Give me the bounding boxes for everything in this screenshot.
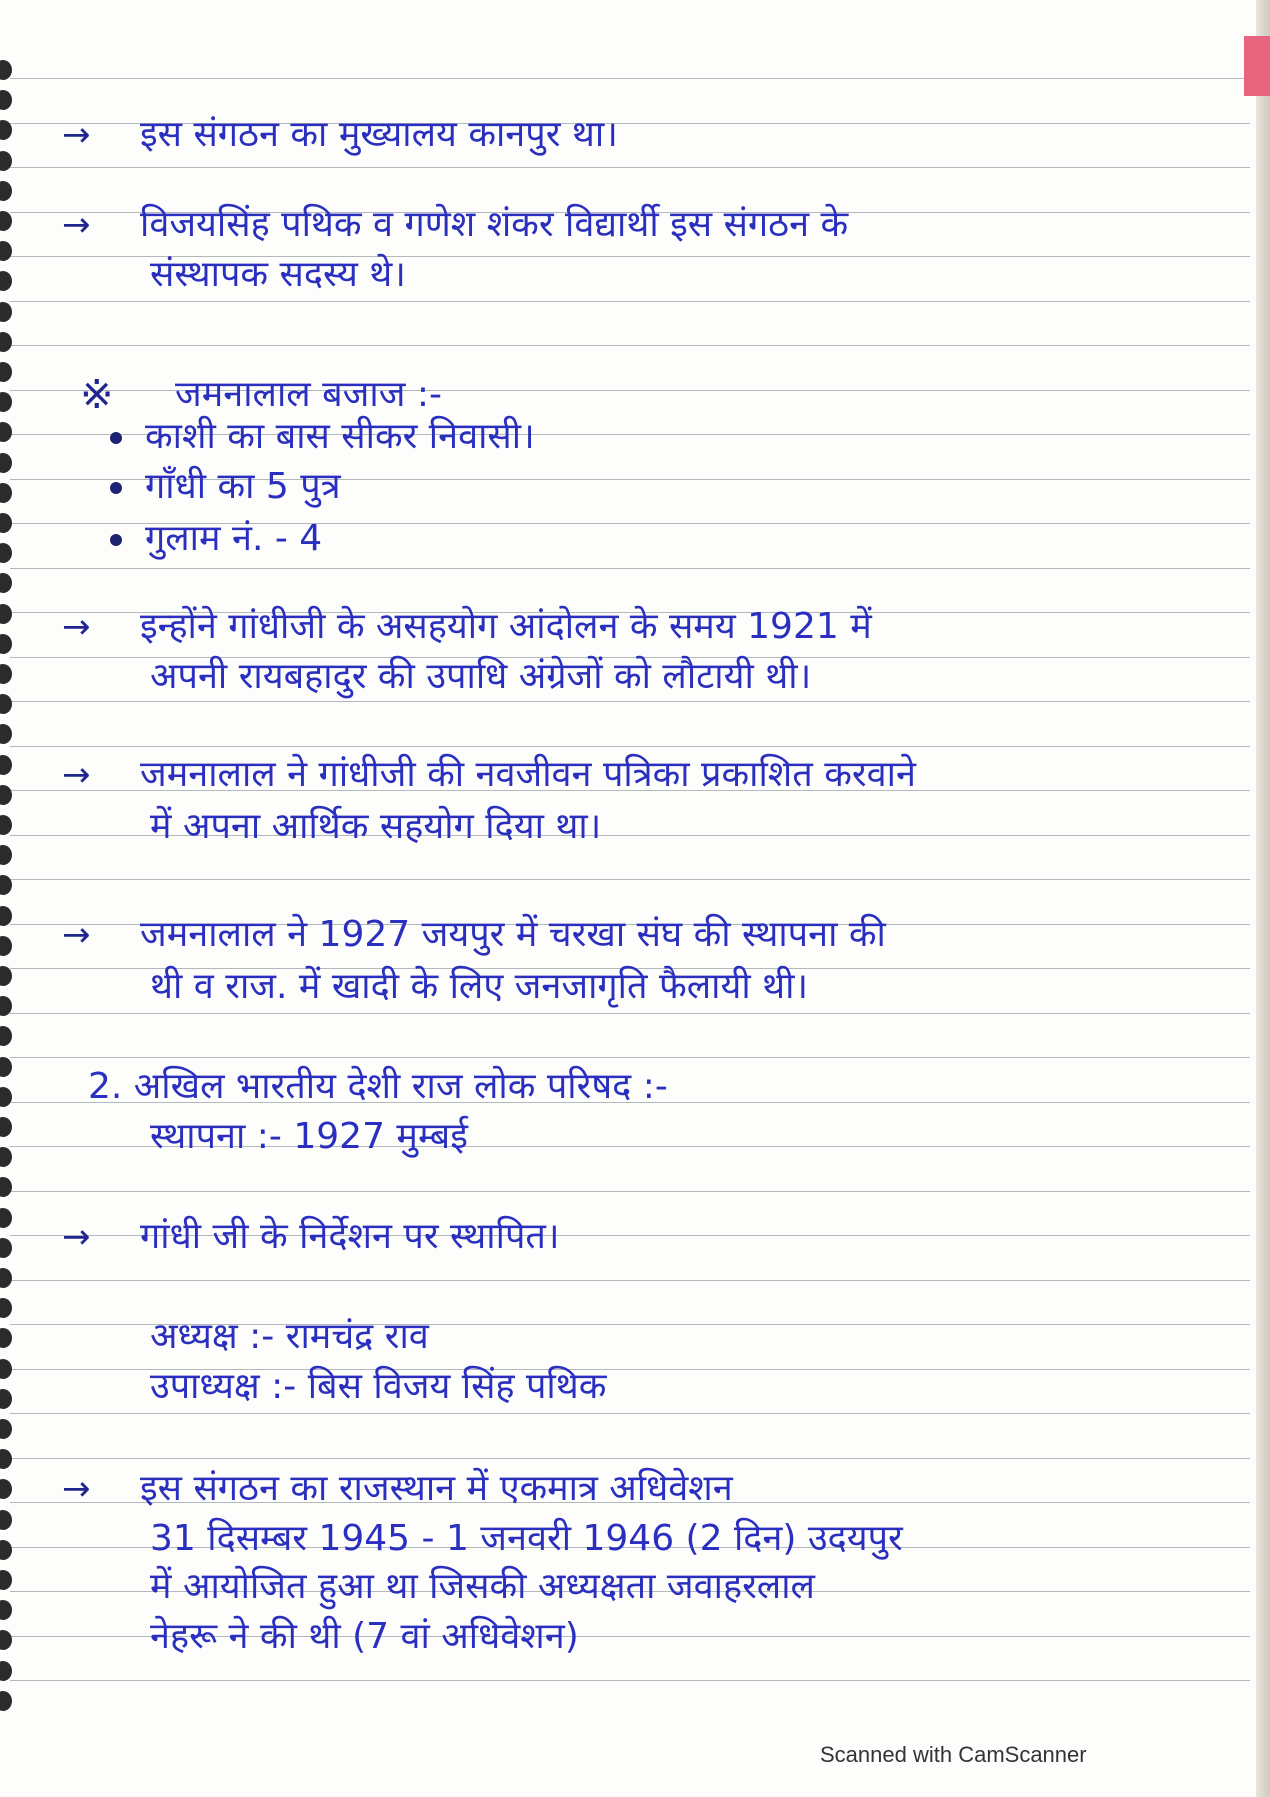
arrow-icon: → xyxy=(62,915,91,955)
ruled-line xyxy=(10,1680,1250,1681)
note-text: काशी का बास सीकर निवासी। xyxy=(145,416,535,457)
binding-hole xyxy=(0,724,12,744)
ruled-line xyxy=(10,568,1250,569)
ruled-line xyxy=(10,1458,1250,1459)
note-text: विजयसिंह पथिक व गणेश शंकर विद्यार्थी इस संगठन के xyxy=(140,204,849,245)
star-icon: ※ xyxy=(80,372,114,418)
note-line xyxy=(0,1512,1270,1566)
ruled-line xyxy=(10,78,1250,79)
note-line xyxy=(0,248,1270,302)
note-text: गाँधी का 5 पुत्र xyxy=(145,466,341,507)
arrow-icon: → xyxy=(62,205,91,245)
arrow-icon: → xyxy=(62,115,91,155)
arrow-icon: → xyxy=(62,1469,91,1509)
bullet-icon xyxy=(110,482,122,494)
note-line xyxy=(0,1560,1270,1614)
page-tab-marker xyxy=(1244,36,1270,96)
note-text: उपाध्यक्ष :- बिस विजय सिंह पथिक xyxy=(150,1366,607,1407)
ruled-line xyxy=(10,1191,1250,1192)
binding-hole xyxy=(0,332,12,352)
note-text: में आयोजित हुआ था जिसकी अध्यक्षता जवाहरलाल xyxy=(150,1566,815,1607)
ruled-line xyxy=(10,746,1250,747)
note-line xyxy=(0,512,1270,566)
note-text: नेहरू ने की थी (7 वां अधिवेशन) xyxy=(150,1616,579,1657)
note-text: गुलाम नं. - 4 xyxy=(145,518,323,559)
binding-hole xyxy=(0,1691,12,1711)
binding-hole xyxy=(0,1419,12,1439)
note-text: में अपना आर्थिक सहयोग दिया था। xyxy=(150,806,602,847)
note-text: संस्थापक सदस्य थे। xyxy=(150,254,406,295)
note-text: इन्होंने गांधीजी के असहयोग आंदोलन के समय 1921 में xyxy=(140,606,872,647)
note-text: अध्यक्ष :- रामचंद्र राव xyxy=(150,1316,429,1357)
note-text: इस संगठन का मुख्यालय कानपुर था। xyxy=(140,114,618,155)
note-text: 31 दिसम्बर 1945 - 1 जनवरी 1946 (2 दिन) उदयपुर xyxy=(150,1518,903,1559)
arrow-icon: → xyxy=(62,755,91,795)
binding-hole xyxy=(0,302,12,322)
bullet-icon xyxy=(110,534,122,546)
note-line xyxy=(0,650,1270,704)
note-line xyxy=(0,1310,1270,1364)
note-text: इस संगठन का राजस्थान में एकमात्र अधिवेशन xyxy=(140,1468,733,1509)
bullet-icon xyxy=(110,432,122,444)
note-line xyxy=(0,960,1270,1014)
note-line xyxy=(0,1210,1270,1264)
binding-hole xyxy=(0,1026,12,1046)
ruled-line xyxy=(10,1280,1250,1281)
binding-hole xyxy=(0,1177,12,1197)
binding-hole xyxy=(0,1268,12,1288)
note-line xyxy=(0,600,1270,654)
binding-hole xyxy=(0,60,12,80)
note-line xyxy=(0,1462,1270,1516)
note-line xyxy=(0,800,1270,854)
arrow-icon: → xyxy=(62,1217,91,1257)
ruled-line xyxy=(10,167,1250,168)
note-line xyxy=(0,908,1270,962)
arrow-icon: → xyxy=(62,607,91,647)
note-line xyxy=(0,1060,1270,1114)
note-line xyxy=(0,198,1270,252)
note-text: थी व राज. में खादी के लिए जनजागृति फैलायी थी। xyxy=(150,966,809,1007)
ruled-line xyxy=(10,1057,1250,1058)
note-line xyxy=(0,460,1270,514)
note-text: जमनालाल बजाज :- xyxy=(175,374,442,415)
ruled-line xyxy=(10,345,1250,346)
note-line xyxy=(0,410,1270,464)
binding-hole xyxy=(0,573,12,593)
note-line xyxy=(0,1110,1270,1164)
note-text: गांधी जी के निर्देशन पर स्थापित। xyxy=(140,1216,560,1257)
note-text: जमनालाल ने गांधीजी की नवजीवन पत्रिका प्रकाशित करवाने xyxy=(140,754,916,795)
note-text: स्थापना :- 1927 मुम्बई xyxy=(150,1116,468,1157)
scanner-watermark: Scanned with CamScanner xyxy=(820,1742,1087,1767)
note-line xyxy=(0,1610,1270,1664)
note-line xyxy=(0,748,1270,802)
binding-hole xyxy=(0,875,12,895)
note-text: जमनालाल ने 1927 जयपुर में चरखा संघ की स्थापना की xyxy=(140,914,886,955)
note-text: अपनी रायबहादुर की उपाधि अंग्रेजों को लौटायी थी। xyxy=(150,656,812,697)
ruled-line xyxy=(10,879,1250,880)
note-line xyxy=(0,108,1270,162)
note-line xyxy=(0,1360,1270,1414)
note-text: 2. अखिल भारतीय देशी राज लोक परिषद :- xyxy=(88,1066,668,1107)
